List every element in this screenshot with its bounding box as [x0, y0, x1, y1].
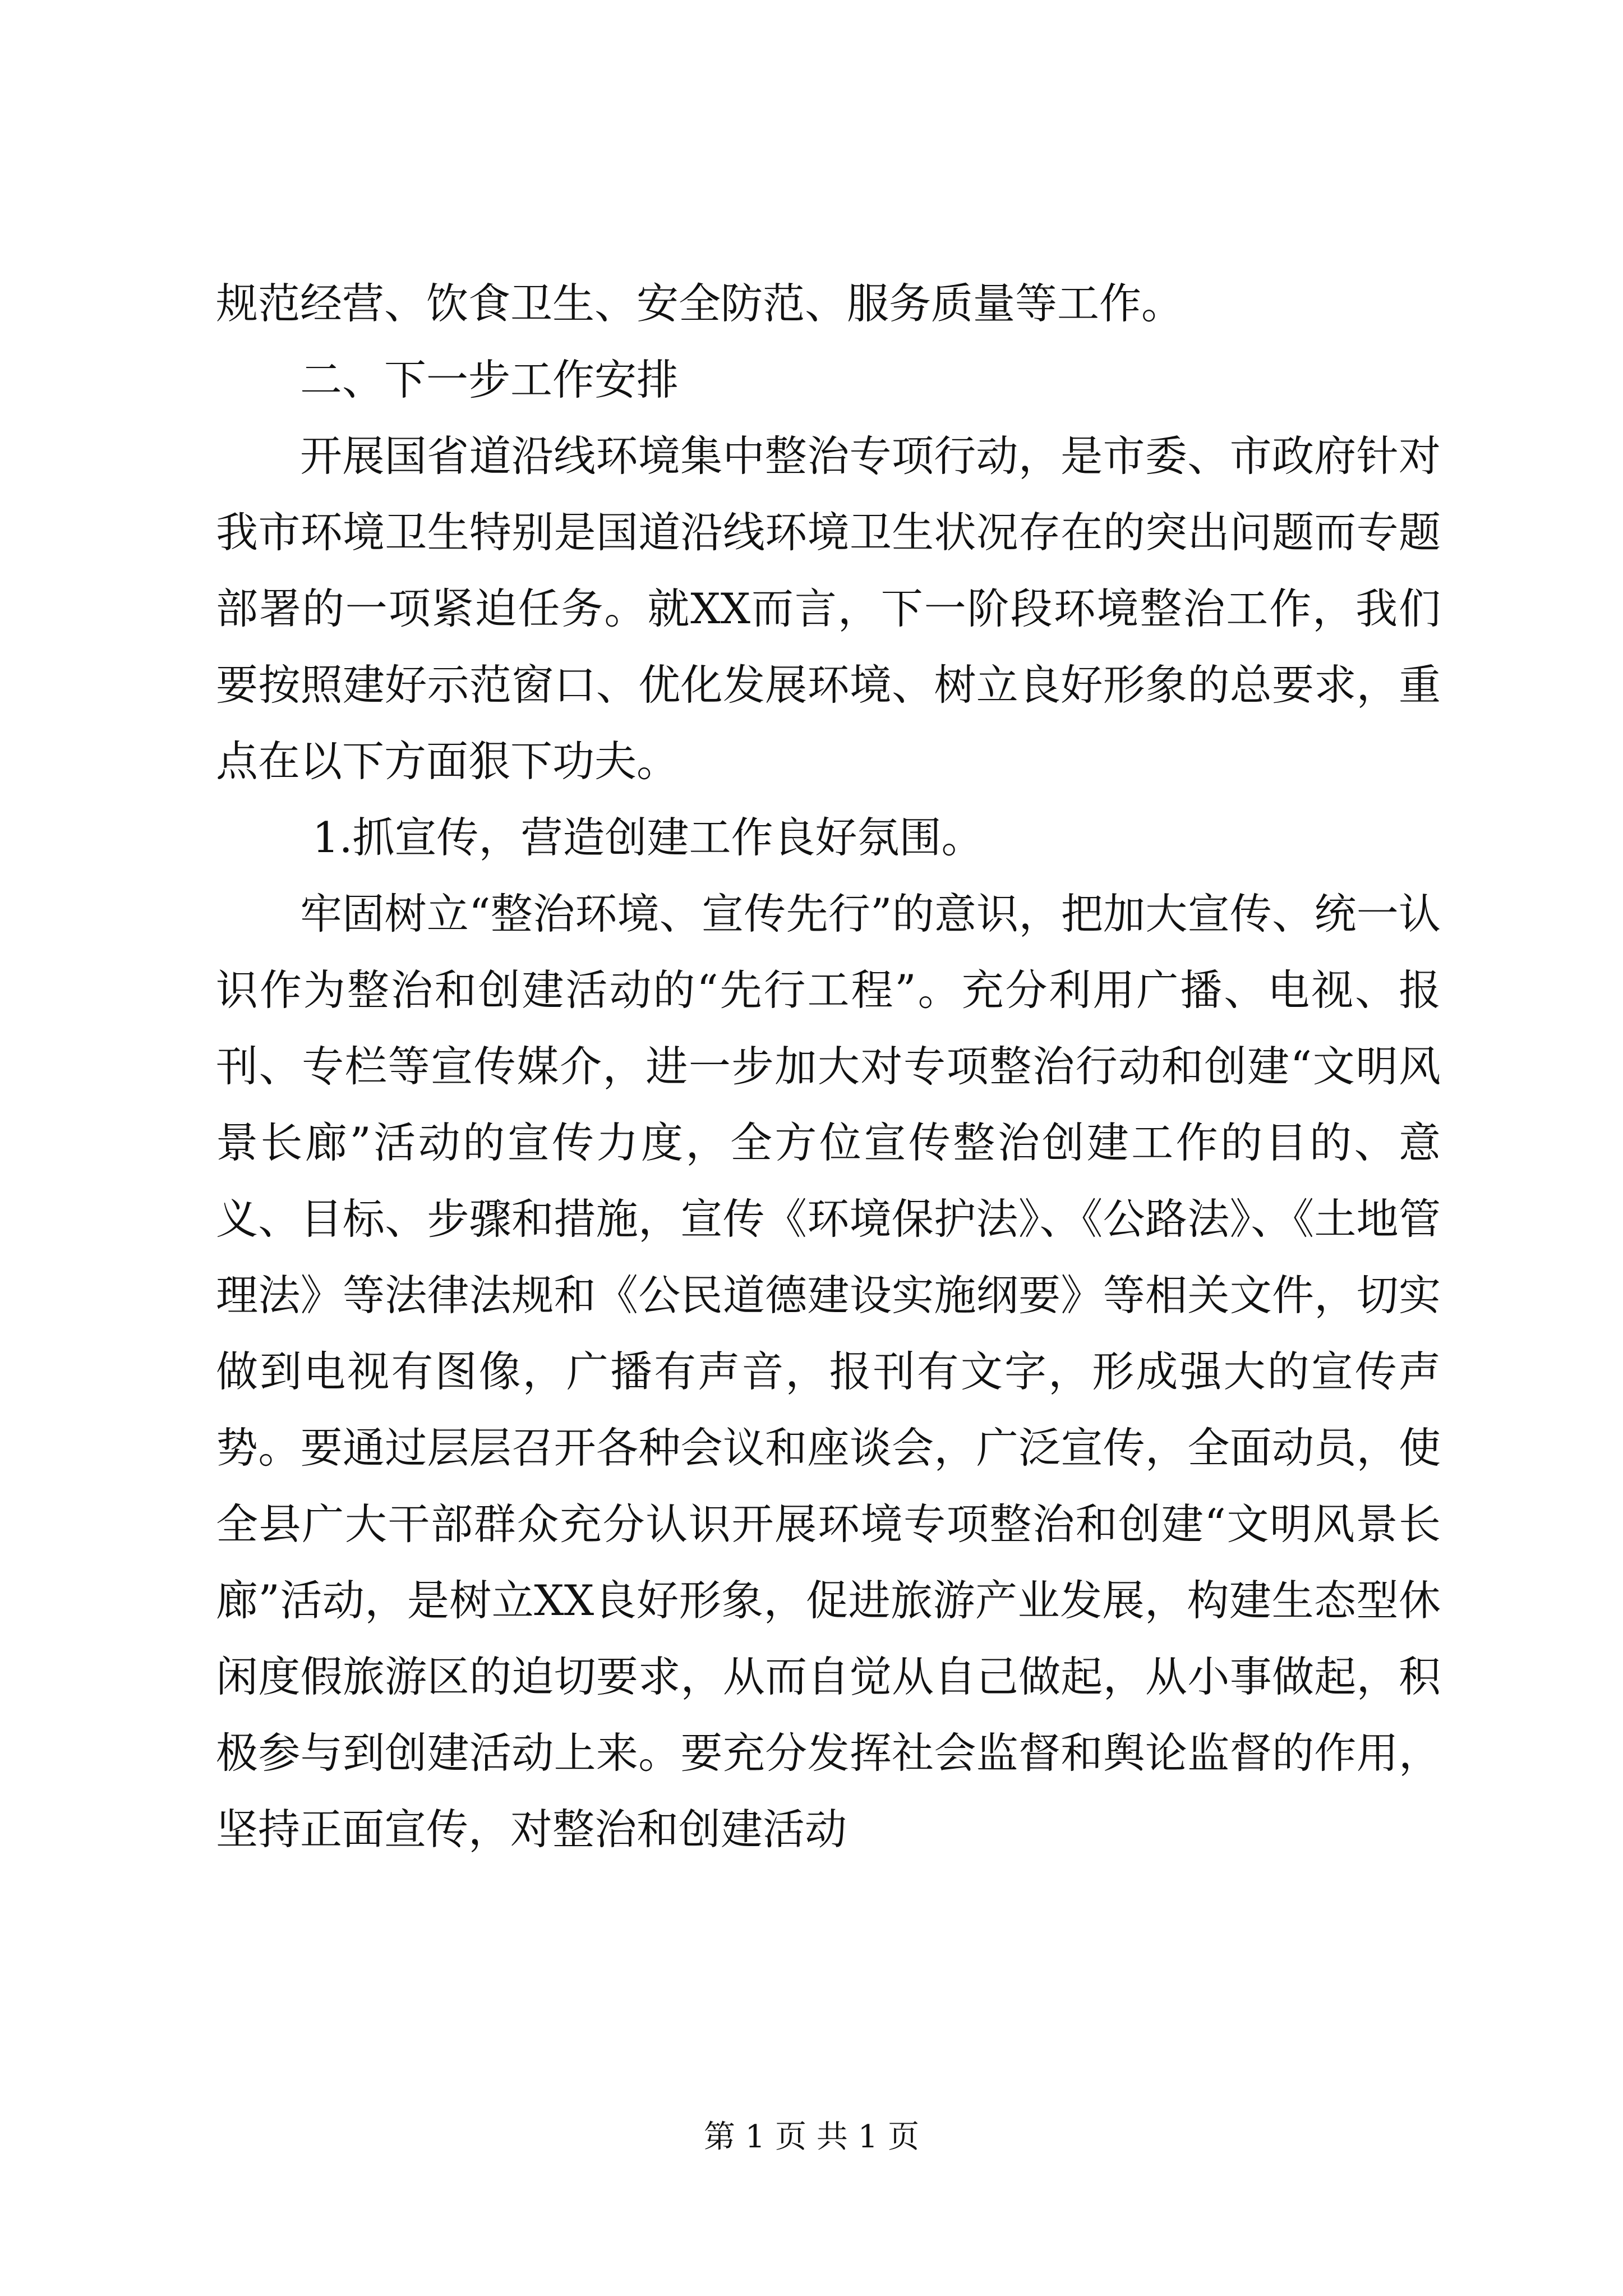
paragraph-continuation: 规范经营、饮食卫生、安全防范、服务质量等工作。: [216, 279, 1184, 328]
subsection-heading: 1.抓宣传，营造创建工作良好氛围。: [312, 813, 984, 862]
page-number-footer: 第 1 页 共 1 页: [703, 2119, 920, 2155]
paragraph: 牢固树立“整治环境、宣传先行”的意识，把加大宣传、统一认识作为整治和创建活动的“先行工程”。充分利用广播、电视、报刊、专栏等宣传媒介，进一步加大对专项整治行动和创建“文明风景长廊”活动的宣传力度，全方位宣传整治创建工作的目的、意义、目标、步骤和措施，宣传《环境保护法》、《公路法》、《土地管理法》等法律法规和《公民道德建设实施纲要》等相关文件，切实做到电视有图像，广播有声音，报刊有文字，形成强大的宣传声势。要通过层层召开各种会议和座谈会，广泛宣传，全面动员，使全县广大干部群众充分认识开展环境专项整治和创建“文明风景长廊”活动，是树立XX良好形象，促进旅游产业发展，构建生态型休闲度假旅游区的迫切要求，从而自觉从自己做起，从小事做起，积极参与到创建活动上来。要充分发挥社会监督和舆论监督的作用，坚持正面宣传，对整治和创建活动: [216, 889, 1441, 1854]
paragraph: 开展国省道沿线环境集中整治专项行动，是市委、市政府针对我市环境卫生特别是国道沿线环境卫生状况存在的突出问题而专题部署的一项紧迫任务。就XX而言，下一阶段环境整治工作，我们要按照建好示范窗口、优化发展环境、树立良好形象的总要求，重点在以下方面狠下功夫。: [216, 431, 1441, 786]
section-heading: 二、下一步工作安排: [300, 355, 679, 404]
body-text: [216, 265, 1441, 1867]
